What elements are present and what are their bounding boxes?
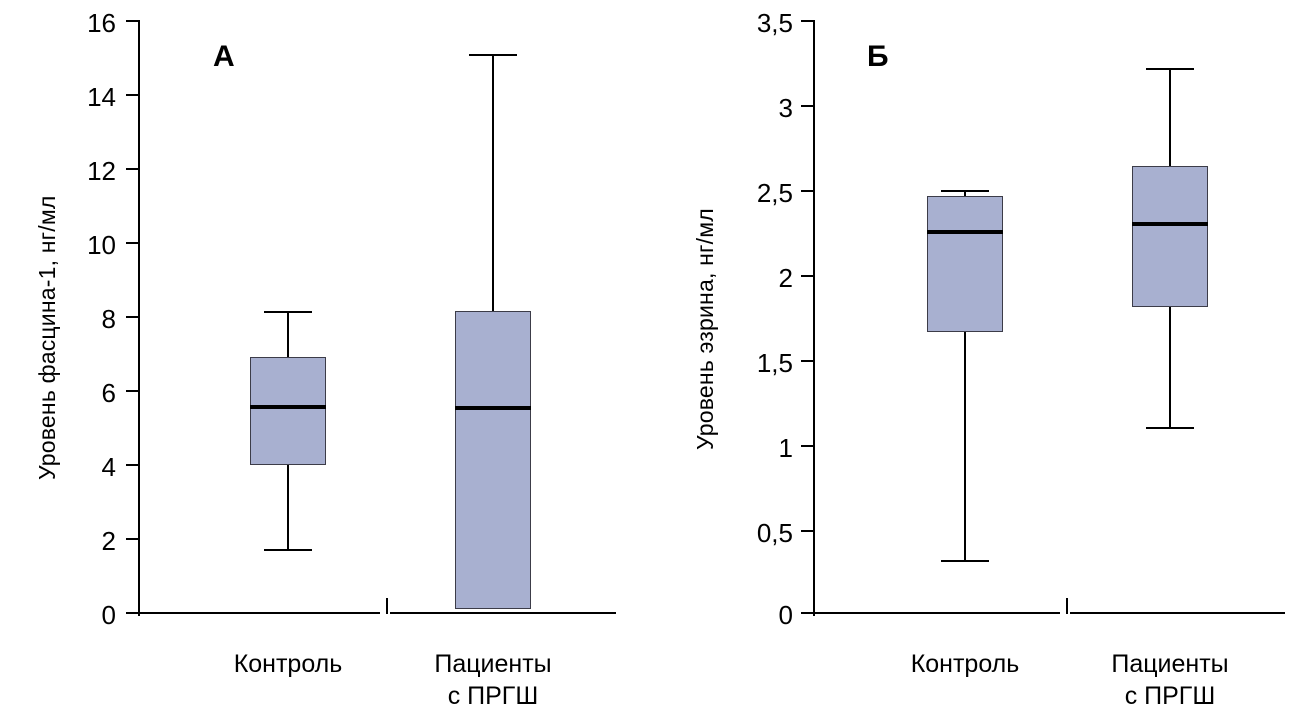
panel-b-tick-0 <box>801 612 813 614</box>
panel-a-x-axis-separator <box>386 598 388 614</box>
panel-a-box1-median <box>250 405 326 409</box>
panel-a-ytick-8: 8 <box>101 304 116 334</box>
panel-b-x-axis-left <box>815 612 1060 614</box>
chart-panel-b <box>645 0 1289 727</box>
panel-b-box1-median <box>927 230 1003 234</box>
panel-a-tick-4 <box>126 464 138 466</box>
panel-a-tick-8 <box>126 316 138 318</box>
panel-a-ytick-0: 0 <box>101 600 116 630</box>
panel-b-tick-2-5 <box>801 190 813 192</box>
panel-a-letter: А <box>213 40 236 73</box>
panel-a-ytick-14: 14 <box>87 82 116 112</box>
panel-a-ytick-6: 6 <box>101 378 116 408</box>
panel-a-category-1-line1: Контроль <box>233 650 343 678</box>
panel-b-ytick-3: 3 <box>778 93 793 123</box>
panel-a-box1 <box>250 357 326 465</box>
panel-a-box2-whisker <box>492 55 494 311</box>
panel-b-category-label-1 <box>875 648 1055 680</box>
panel-a-ytick-12: 12 <box>87 156 116 186</box>
panel-b-ytick-1-5: 1,5 <box>756 348 793 378</box>
panel-b-y-axis-label: Уровень эзрина, нг/мл <box>692 208 718 450</box>
panel-a-tick-14 <box>126 94 138 96</box>
panel-b-tick-3-5 <box>801 20 813 22</box>
panel-b-tick-2 <box>801 275 813 277</box>
panel-a-tick-6 <box>126 390 138 392</box>
panel-a-box2 <box>455 311 531 609</box>
panel-b-x-axis-right <box>1070 612 1285 614</box>
panel-b-category-1-line1: Контроль <box>910 650 1020 678</box>
panel-a-ytick-10: 10 <box>87 230 116 260</box>
panel-b-tick-0-5 <box>801 530 813 532</box>
panel-a-box2-median <box>455 406 531 410</box>
panel-a-x-axis-left <box>140 612 380 614</box>
panel-b-box2-median <box>1132 222 1208 226</box>
panel-b-box2-whisker-cap-high <box>1146 68 1194 70</box>
panel-b-category-2-line2: с ПРГШ <box>1124 682 1216 710</box>
panel-b-box1-whisker-cap-high <box>941 190 989 192</box>
chart-panel-a <box>0 0 640 727</box>
panel-b-ytick-2: 2 <box>778 263 793 293</box>
panel-a-y-axis <box>138 20 140 616</box>
panel-a-ytick-4: 4 <box>101 452 116 482</box>
panel-b-ytick-1: 1 <box>778 433 793 463</box>
panel-b-ytick-0-5: 0,5 <box>756 518 793 548</box>
panel-b-letter: Б <box>867 40 890 73</box>
panel-b-tick-1 <box>801 445 813 447</box>
panel-a-tick-12 <box>126 168 138 170</box>
panel-a-box1-whisker-cap-low <box>264 549 312 551</box>
panel-b-box1 <box>927 196 1003 332</box>
panel-b-category-2-line1: Пациенты <box>1111 650 1229 678</box>
panel-a-ytick-2: 2 <box>101 526 116 556</box>
panel-a-category-2-line2: с ПРГШ <box>447 682 539 710</box>
panel-b-category-label-2 <box>1080 648 1260 712</box>
panel-b-tick-3 <box>801 105 813 107</box>
panel-a-tick-0 <box>126 612 138 614</box>
panel-b-y-axis <box>813 20 815 616</box>
panel-a-ytick-16: 16 <box>87 8 116 38</box>
panel-b-ytick-3-5: 3,5 <box>756 8 793 38</box>
panel-a-category-label-2 <box>403 648 583 712</box>
panel-a-category-2-line1: Пациенты <box>434 650 552 678</box>
panel-b-box1-whisker-cap-low <box>941 560 989 562</box>
panel-a-y-axis-label: Уровень фасцина-1, нг/мл <box>34 195 60 480</box>
panel-b-ytick-2-5: 2,5 <box>756 178 793 208</box>
panel-b-tick-1-5 <box>801 360 813 362</box>
panel-a-box1-whisker-cap-high <box>264 311 312 313</box>
panel-a-category-label-1 <box>198 648 378 680</box>
panel-a-tick-2 <box>126 538 138 540</box>
panel-a-box2-whisker-cap-high <box>469 54 517 56</box>
panel-a-tick-10 <box>126 242 138 244</box>
panel-b-x-axis-separator <box>1066 598 1068 614</box>
panel-b-box2-whisker-cap-low <box>1146 427 1194 429</box>
panel-b-ytick-0: 0 <box>778 600 793 630</box>
panel-a-tick-16 <box>126 20 138 22</box>
panel-b-box2 <box>1132 166 1208 307</box>
panel-a-x-axis-right <box>390 612 616 614</box>
